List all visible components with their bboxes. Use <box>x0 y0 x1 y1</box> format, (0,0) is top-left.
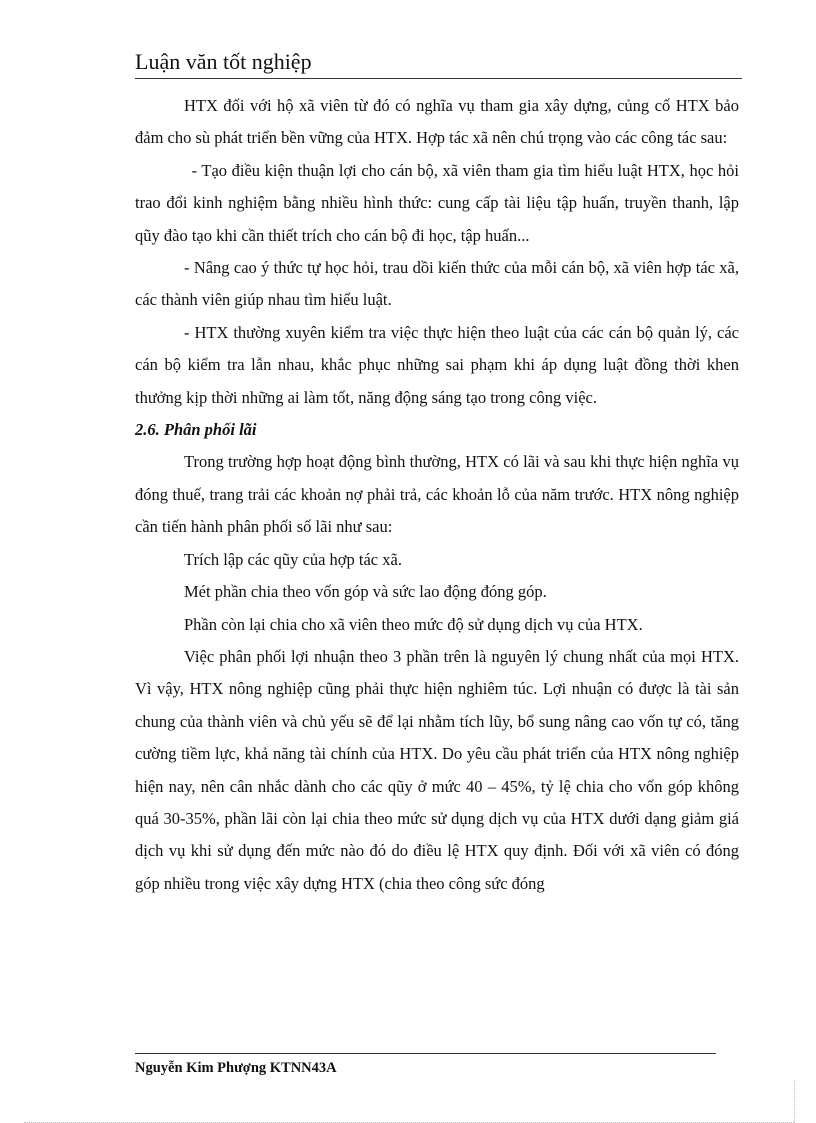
page-header-title: Luận văn tốt nghiệp <box>135 48 742 79</box>
paragraph-2: - Tạo điều kiện thuận lợi cho cán bộ, xã viên tham gia tìm hiểu luật HTX, học hỏi trao đổi kinh nghiệm bằng nhiều hình thức: cung cấp tài liệu tập huấn, truyền thanh, lập qũy đào tạo khi cần thiết trích cho cán bộ đi học, tập huấn... <box>135 160 744 245</box>
page-corner-guide <box>794 1080 795 1123</box>
section-heading: 2.6. Phân phối lãi <box>135 420 257 440</box>
paragraph-8: Phần còn lại chia cho xã viên theo mức độ sử dụng dịch vụ của HTX. <box>184 614 643 634</box>
paragraph-3: - Nâng cao ý thức tự học hỏi, trau dồi kiến thức của mỗi cán bộ, xã viên hợp tác xã, các thành viên giúp nhau tìm hiểu luật. <box>135 258 739 310</box>
paragraph-1: HTX đối với hộ xã viên từ đó có nghĩa vụ tham gia xây dựng, củng cố HTX bảo đảm cho sù phát triển bền vững của HTX. Hợp tác xã nên chú trọng vào các công tác sau: <box>135 96 739 148</box>
paragraph-4: - HTX thường xuyên kiểm tra việc thực hiện theo luật của các cán bộ quản lý, các cán bộ kiểm tra lẫn nhau, khắc phục những sai phạm khi áp dụng luật đồng thời khen thưởng kịp thời những ai làm tốt, năng động sáng tạo trong công việc. <box>135 322 739 407</box>
footer-divider <box>135 1053 716 1054</box>
paragraph-5: Trong trường hợp hoạt động bình thường, HTX có lãi và sau khi thực hiện nghĩa vụ đóng thuế, trang trải các khoản nợ phải trả, các khoản lỗ của năm trước. HTX nông nghiệp cần tiến hành phân phối số lãi như sau: <box>135 452 739 537</box>
footer-author: Nguyễn Kim Phượng KTNN43A <box>135 1060 337 1076</box>
paragraph-7: Mét phần chia theo vốn góp và sức lao động đóng góp. <box>184 582 547 602</box>
paragraph-9: Việc phân phối lợi nhuận theo 3 phần trên là nguyên lý chung nhất của mọi HTX. Vì vậy, HTX nông nghiệp cũng phải thực hiện nghiêm túc. Lợi nhuận có được là tài sản chung của thành viên và chủ yếu sẽ để lại nhằm tích lũy, bổ sung nâng cao vốn tự có, tăng cường tiềm lực, khả năng tài chính của HTX. Do yêu cầu phát triển của HTX nông nghiệp hiện nay, nên cân nhắc dành cho các qũy ở mức 40 – 45%, tỷ lệ chia cho vốn góp không quá 30-35%, phần lãi còn lại chia theo mức sử dụng dịch vụ của HTX dưới dạng giảm giá dịch vụ khi sử dụng đến mức nào đó do điều lệ HTX quy định. Đối với xã viên có đóng góp nhiều trong việc xây dựng HTX (chia theo công sức đóng <box>135 646 739 893</box>
document-body <box>135 90 744 900</box>
paragraph-6: Trích lập các qũy của hợp tác xã. <box>184 549 402 569</box>
